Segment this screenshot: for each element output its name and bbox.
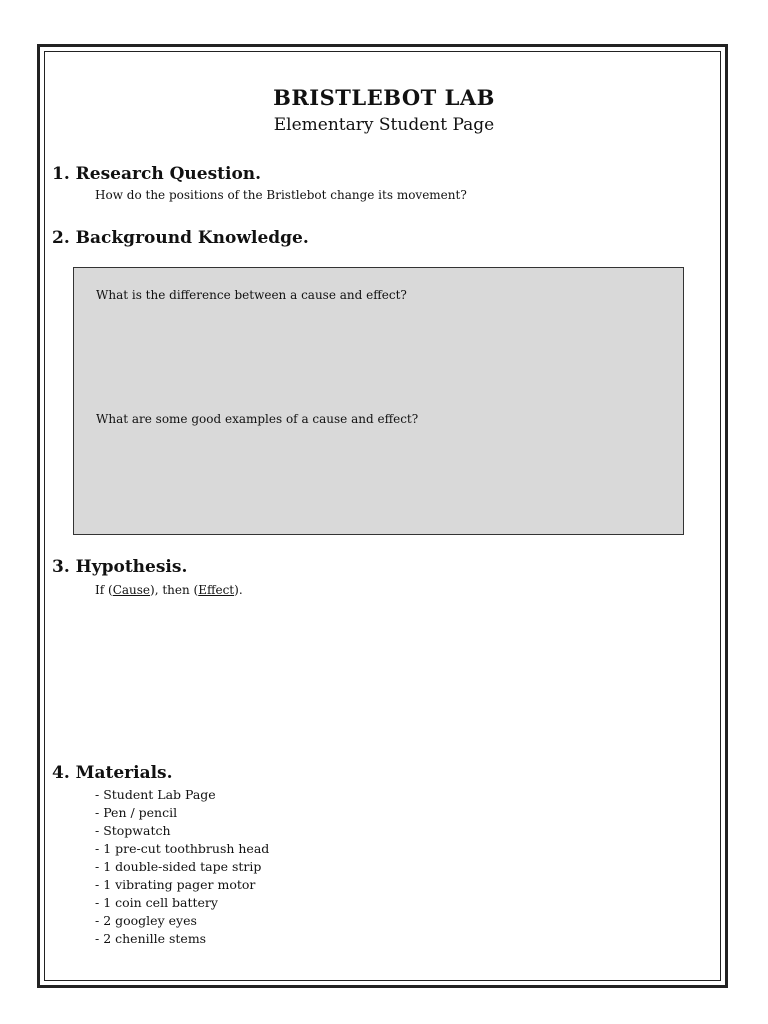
- background-knowledge-heading: 2. Background Knowledge.: [52, 228, 309, 248]
- research-question-text: How do the positions of the Bristlebot change its movement?: [95, 188, 467, 202]
- list-item: - 2 chenille stems: [95, 931, 207, 946]
- materials-list: [95, 786, 269, 948]
- list-item: - 1 vibrating pager motor: [95, 877, 256, 892]
- list-item: - 2 googley eyes: [95, 913, 197, 928]
- hypothesis-middle: ), then (: [150, 583, 199, 597]
- hypothesis-prefix: If (: [95, 583, 113, 597]
- background-question-1: What is the difference between a cause and effect?: [96, 288, 407, 302]
- list-item: - 1 double-sided tape strip: [95, 859, 262, 874]
- hypothesis-cause: Cause: [112, 583, 151, 597]
- list-item: - Pen / pencil: [95, 805, 178, 820]
- list-item: - Student Lab Page: [95, 787, 216, 802]
- page-subtitle: Elementary Student Page: [273, 115, 495, 135]
- hypothesis-effect: Effect: [198, 583, 235, 597]
- list-item: - 1 coin cell battery: [95, 895, 218, 910]
- research-question-heading: 1. Research Question.: [52, 164, 262, 184]
- hypothesis-template: [95, 583, 243, 597]
- background-question-2: What are some good examples of a cause and effect?: [96, 412, 419, 426]
- hypothesis-heading: 3. Hypothesis.: [52, 557, 188, 577]
- list-item: - Stopwatch: [95, 823, 171, 838]
- list-item: - 1 pre-cut toothbrush head: [95, 841, 270, 856]
- hypothesis-suffix: ).: [234, 583, 243, 597]
- materials-heading: 4. Materials.: [52, 763, 173, 783]
- background-knowledge-box: [73, 267, 684, 535]
- page-title: BRISTLEBOT LAB: [273, 85, 495, 110]
